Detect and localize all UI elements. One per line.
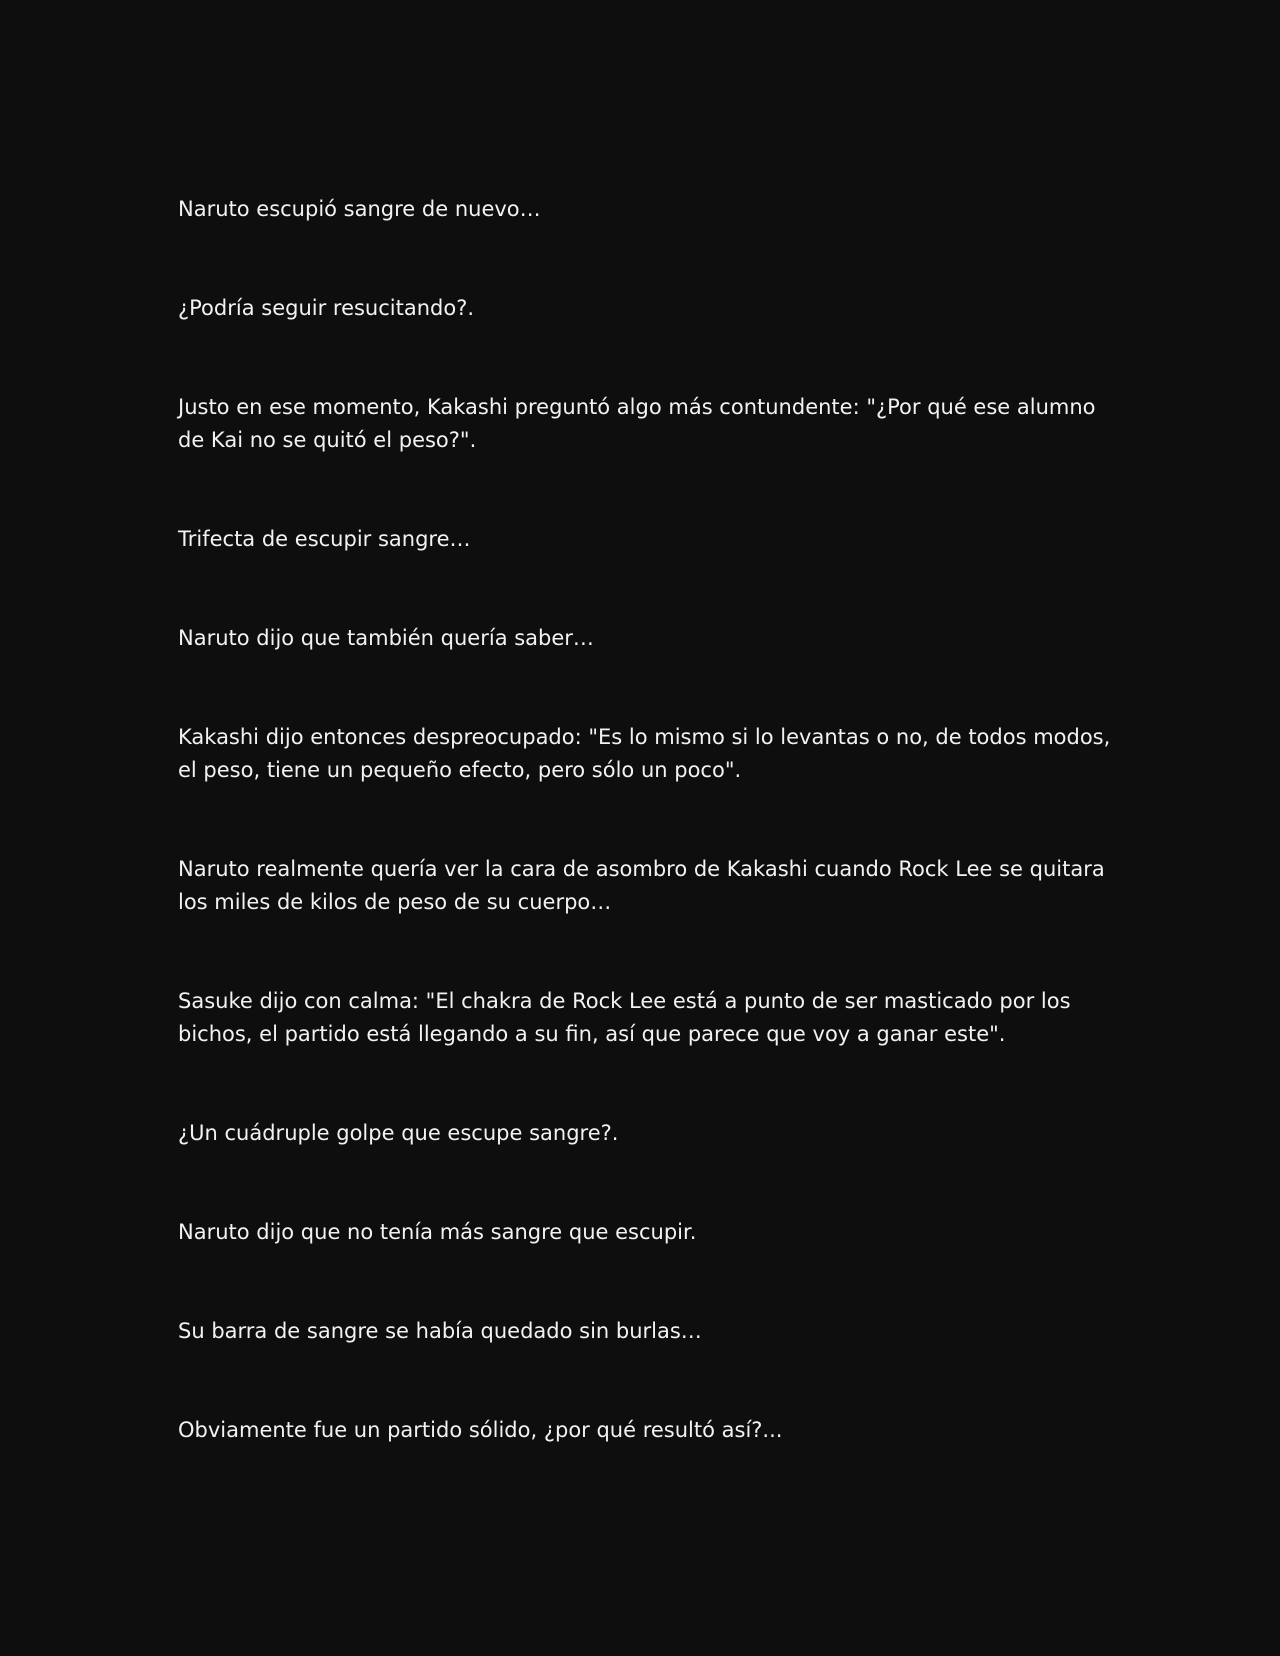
paragraph: ¿Podría seguir resucitando?.: [178, 296, 475, 320]
paragraph: Kakashi dijo entonces despreocupado: "Es lo mismo si lo levantas o no, de todos modos, el peso, tiene un pequeño efecto, pero sólo un poco".: [178, 725, 1111, 782]
paragraph: ¿Un cuádruple golpe que escupe sangre?.: [178, 1121, 619, 1145]
paragraph: Naruto dijo que no tenía más sangre que escupir.: [178, 1220, 697, 1244]
paragraph: Trifecta de escupir sangre…: [178, 527, 471, 551]
paragraph: Naruto realmente quería ver la cara de asombro de Kakashi cuando Rock Lee se quitara los miles de kilos de peso de su cuerpo…: [178, 857, 1105, 914]
paragraph: Justo en ese momento, Kakashi preguntó algo más contundente: "¿Por qué ese alumno de Kai no se quitó el peso?".: [178, 395, 1096, 452]
paragraph: Obviamente fue un partido sólido, ¿por qué resultó así?...: [178, 1418, 783, 1442]
paragraph: Naruto dijo que también quería saber…: [178, 626, 594, 650]
document-body: [178, 193, 1118, 1513]
paragraph: Sasuke dijo con calma: "El chakra de Rock Lee está a punto de ser masticado por los bichos, el partido está llegando a su fin, así que parece que voy a ganar este".: [178, 989, 1071, 1046]
paragraph: Su barra de sangre se había quedado sin burlas…: [178, 1319, 702, 1343]
paragraph: Naruto escupió sangre de nuevo…: [178, 197, 541, 221]
